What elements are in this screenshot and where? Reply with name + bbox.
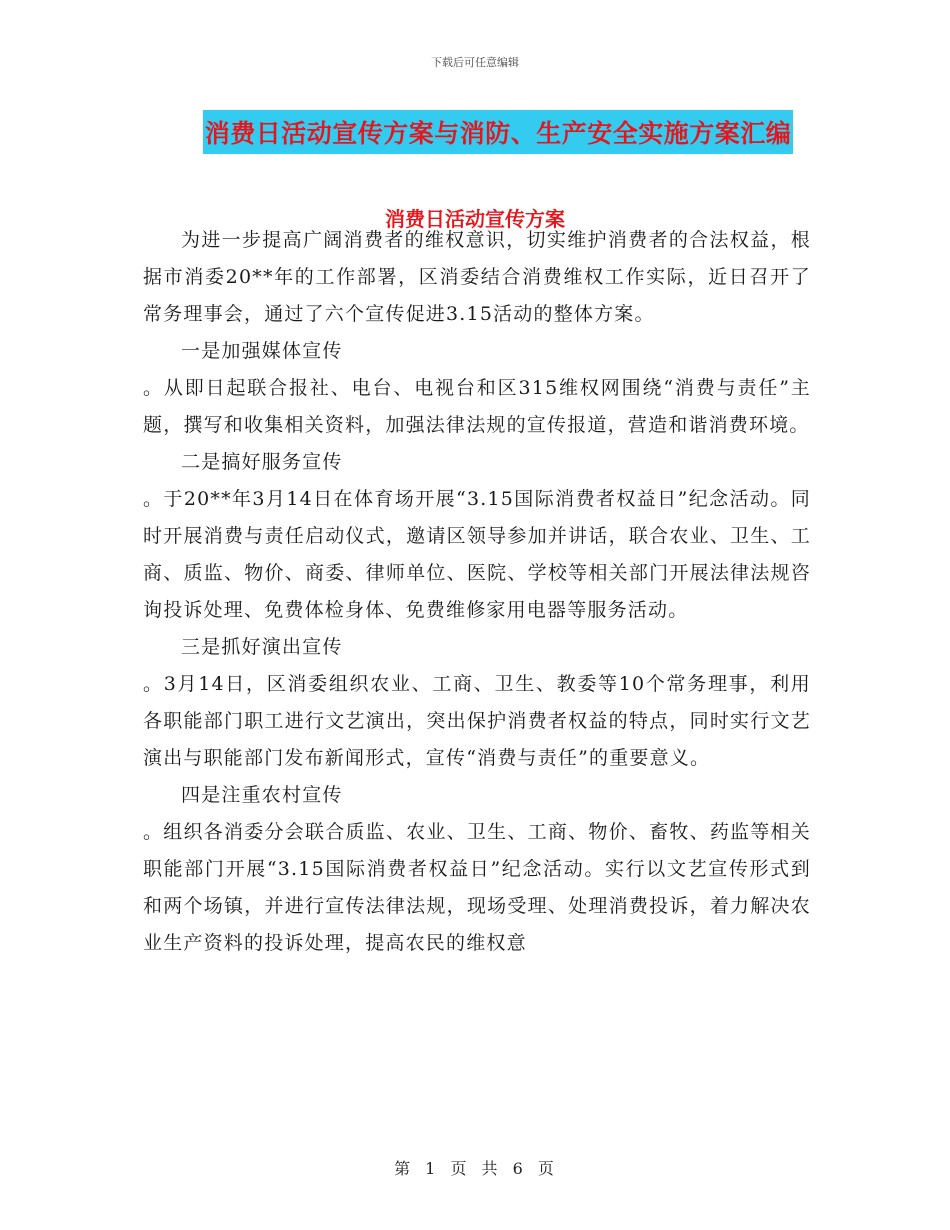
document-title-wrap [0,110,950,154]
intro-paragraph: 为进一步提高广阔消费者的维权意识，切实维护消费者的合法权益，根据市消委20**年的工作部署，区消委结合消费维权工作实际，近日召开了常务理事会，通过了六个宣传促进3.15活动的整体方案。 [143,229,811,325]
item-body: 。组织各消委分会联合质监、农业、卫生、工商、物价、畜牧、药监等相关职能部门开展“3.15国际消费者权益日”纪念活动。实行以文艺宣传形式到和两个场镇，并进行宣传法律法规，现场受理、处理消费投诉，着力解决农业生产资料的投诉处理，提高农民的维权意 [143,821,811,954]
item-body: 。从即日起联合报社、电台、电视台和区315维权网围绕“消费与责任”主题，撰写和收集相关资料，加强法律法规的宣传报道，营造和谐消费环境。 [143,377,811,436]
document-body [143,222,811,962]
document-title: 消费日活动宣传方案与消防、生产安全实施方案汇编 [203,110,794,154]
item-heading: 三是抓好演出宣传 [181,636,343,658]
item-heading: 一是加强媒体宣传 [181,340,343,362]
item-heading: 二是搞好服务宣传 [181,451,343,473]
page-number-footer: 第 1 页 共 6 页 [394,1159,556,1178]
page-header-note: 下载后可任意编辑 [431,56,519,69]
item-body: 。3月14日，区消委组织农业、工商、卫生、教委等10个常务理事，利用各职能部门职工进行文艺演出，突出保护消费者权益的特点，同时实行文艺演出与职能部门发布新闻形式，宣传“消费与责任”的重要意义。 [143,673,811,769]
item-body: 。于20**年3月14日在体育场开展“3.15国际消费者权益日”纪念活动。同时开展消费与责任启动仪式，邀请区领导参加并讲话，联合农业、卫生、工商、质监、物价、商委、律师单位、医院、学校等相关部门开展法律法规咨询投诉处理、免费体检身体、免费维修家用电器等服务活动。 [143,488,811,621]
item-heading: 四是注重农村宣传 [181,784,343,806]
section-title: 消费日活动宣传方案 [385,207,565,231]
